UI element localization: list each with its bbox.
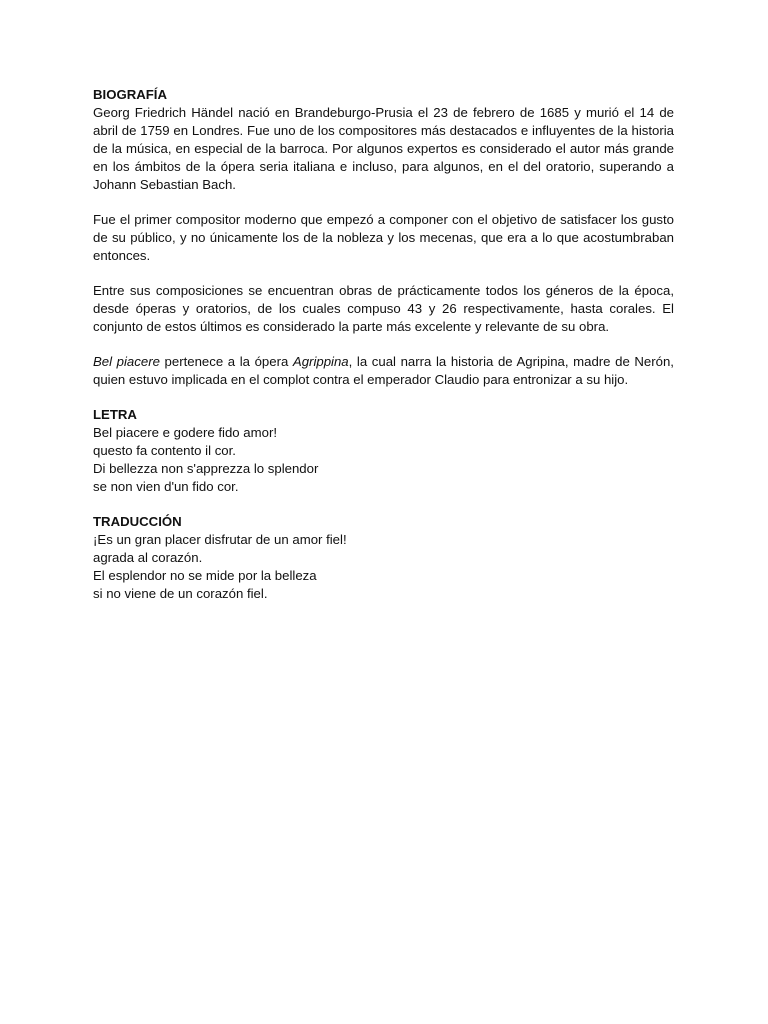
paragraph-4-text-b: , la cual narra la historia de Agripina, madre de Nerón, quien estuvo implicada en el complot contra el emperador Claudio para entronizar a su hijo. bbox=[93, 354, 674, 387]
lyrics-line: se non vien d'un fido cor. bbox=[93, 479, 239, 494]
document-page bbox=[93, 86, 674, 620]
biography-paragraph-1: Georg Friedrich Händel nació en Brandeburgo-Prusia el 23 de febrero de 1685 y murió el 14 de abril de 1759 en Londres. Fue uno de los compositores más destacados e influyentes de la historia de la música, en especial de la barroca. Por algunos expertos es considerado el autor más grande en los ámbitos de la ópera seria italiana e incluso, para algunos, en el del oratorio, superando a Johann Sebastian Bach. bbox=[93, 105, 674, 192]
translation-heading: TRADUCCIÓN bbox=[93, 514, 182, 529]
biography-paragraph-2: Fue el primer compositor moderno que empezó a componer con el objetivo de satisfacer los gusto de su público, y no únicamente los de la nobleza y los mecenas, que era a lo que acostumbraban entonces. bbox=[93, 212, 674, 263]
paragraph-4-text-a: pertenece a la ópera bbox=[159, 354, 293, 369]
lyrics-line: questo fa contento il cor. bbox=[93, 443, 236, 458]
translation-line: si no viene de un corazón fiel. bbox=[93, 586, 268, 601]
biography-paragraph-3: Entre sus composiciones se encuentran obras de prácticamente todos los géneros de la época, desde óperas y oratorios, de los cuales compuso 43 y 26 respectivamente, hasta corales. El conjunto de estos últimos es considerado la parte más excelente y relevante de su obra. bbox=[93, 283, 674, 334]
translation-line: agrada al corazón. bbox=[93, 550, 203, 565]
translation-line: El esplendor no se mide por la belleza bbox=[93, 568, 317, 583]
translation-line: ¡Es un gran placer disfrutar de un amor fiel! bbox=[93, 532, 347, 547]
aria-title: Bel piacere bbox=[93, 354, 160, 369]
lyrics-line: Di bellezza non s'apprezza lo splendor bbox=[93, 461, 319, 476]
biography-heading: BIOGRAFÍA bbox=[93, 87, 167, 102]
biography-paragraph-4 bbox=[93, 353, 674, 389]
lyrics-block bbox=[93, 424, 674, 496]
lyrics-heading: LETRA bbox=[93, 407, 137, 422]
lyrics-line: Bel piacere e godere fido amor! bbox=[93, 425, 278, 440]
translation-block bbox=[93, 531, 674, 603]
opera-title: Agrippina bbox=[292, 354, 349, 369]
